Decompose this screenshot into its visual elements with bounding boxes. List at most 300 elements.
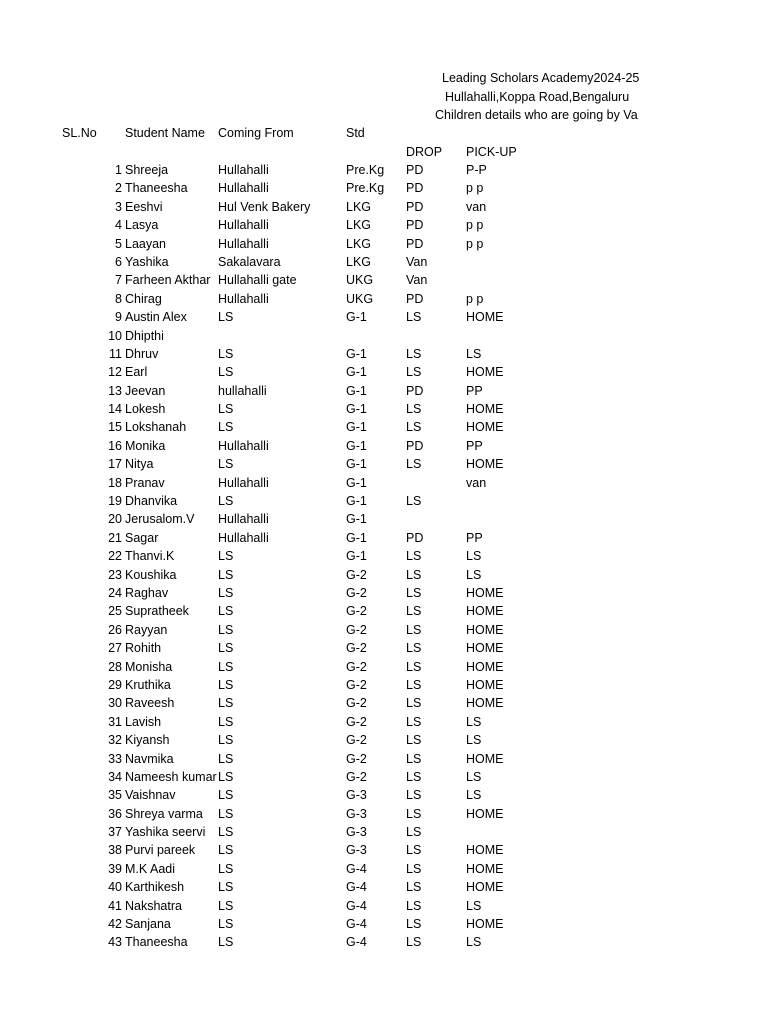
row-pickup: p p bbox=[466, 236, 484, 251]
row-coming-from: LS bbox=[218, 420, 234, 435]
column-header-sl-no: SL.No bbox=[62, 126, 97, 140]
row-sl-no: 22 bbox=[108, 549, 122, 564]
table-row bbox=[0, 676, 768, 694]
table-row bbox=[0, 510, 768, 528]
row-drop: PD bbox=[406, 163, 424, 177]
row-pickup: HOME bbox=[466, 917, 504, 932]
row-coming-from: LS bbox=[218, 402, 234, 417]
row-drop: LS bbox=[406, 420, 422, 435]
row-coming-from: LS bbox=[218, 806, 234, 821]
row-std: LKG bbox=[346, 236, 372, 251]
row-student-name: Thanvi.K bbox=[125, 549, 175, 564]
row-student-name: Lasya bbox=[125, 218, 159, 233]
row-pickup: HOME bbox=[466, 880, 504, 895]
row-coming-from: LS bbox=[218, 585, 234, 600]
row-std: LKG bbox=[346, 218, 372, 233]
row-drop: LS bbox=[406, 880, 422, 895]
row-pickup: LS bbox=[466, 898, 482, 913]
row-std: G-2 bbox=[346, 733, 367, 748]
row-coming-from: LS bbox=[218, 788, 234, 803]
row-student-name: Yashika seervi bbox=[125, 825, 206, 840]
table-row bbox=[0, 621, 768, 639]
table-row bbox=[0, 602, 768, 620]
row-pickup: LS bbox=[466, 346, 482, 361]
row-coming-from: hullahalli bbox=[218, 383, 267, 398]
row-pickup: HOME bbox=[466, 365, 504, 380]
row-coming-from: Sakalavara bbox=[218, 254, 281, 269]
row-sl-no: 37 bbox=[108, 825, 122, 840]
table-row bbox=[0, 694, 768, 712]
row-sl-no: 41 bbox=[108, 898, 122, 913]
row-student-name: Nakshatra bbox=[125, 898, 182, 913]
row-std: G-1 bbox=[346, 475, 367, 490]
row-sl-no: 6 bbox=[115, 254, 122, 269]
table-row bbox=[0, 271, 768, 289]
table-row bbox=[0, 345, 768, 363]
table-row bbox=[0, 786, 768, 804]
row-std: G-2 bbox=[346, 604, 367, 619]
row-pickup: LS bbox=[466, 769, 482, 784]
row-std: G-4 bbox=[346, 898, 367, 913]
row-pickup: van bbox=[466, 199, 487, 214]
row-std: G-2 bbox=[346, 751, 367, 766]
table-row bbox=[0, 713, 768, 731]
row-sl-no: 29 bbox=[108, 677, 122, 692]
row-sl-no: 33 bbox=[108, 751, 122, 766]
row-student-name: Austin Alex bbox=[125, 310, 187, 325]
row-coming-from: LS bbox=[218, 567, 234, 582]
row-coming-from: LS bbox=[218, 310, 234, 325]
row-drop: LS bbox=[406, 567, 422, 582]
table-row bbox=[0, 823, 768, 841]
row-sl-no: 24 bbox=[108, 585, 122, 600]
table-row bbox=[0, 455, 768, 473]
row-coming-from: LS bbox=[218, 622, 234, 637]
row-student-name: Laayan bbox=[125, 236, 167, 251]
row-sl-no: 31 bbox=[108, 714, 122, 729]
table-row bbox=[0, 308, 768, 326]
row-coming-from: LS bbox=[218, 641, 234, 656]
row-sl-no: 12 bbox=[108, 365, 122, 380]
row-student-name: Sanjana bbox=[125, 917, 171, 932]
row-pickup: HOME bbox=[466, 751, 504, 766]
row-student-name: Nameesh kumar bbox=[125, 769, 217, 784]
row-student-name: Raveesh bbox=[125, 696, 175, 711]
row-pickup: p p bbox=[466, 218, 484, 233]
row-drop: LS bbox=[406, 585, 422, 600]
row-sl-no: 43 bbox=[108, 935, 122, 950]
row-std: G-1 bbox=[346, 420, 367, 435]
row-std: G-2 bbox=[346, 567, 367, 582]
row-drop: PD bbox=[406, 181, 424, 196]
row-coming-from: LS bbox=[218, 843, 234, 858]
row-sl-no: 16 bbox=[108, 438, 122, 453]
row-std: G-3 bbox=[346, 825, 367, 840]
row-student-name: Kruthika bbox=[125, 677, 171, 692]
row-drop: PD bbox=[406, 236, 424, 251]
column-header-student-name: Student Name bbox=[125, 126, 205, 140]
row-student-name: Pranav bbox=[125, 475, 165, 490]
row-sl-no: 23 bbox=[108, 567, 122, 582]
row-std: G-2 bbox=[346, 641, 367, 656]
row-std: G-4 bbox=[346, 861, 367, 876]
row-drop: Van bbox=[406, 273, 428, 288]
table-row bbox=[0, 639, 768, 657]
row-drop: LS bbox=[406, 769, 422, 784]
row-pickup: HOME bbox=[466, 457, 504, 472]
row-sl-no: 39 bbox=[108, 861, 122, 876]
row-coming-from: LS bbox=[218, 733, 234, 748]
row-pickup: PP bbox=[466, 383, 483, 398]
row-student-name: Jeevan bbox=[125, 383, 166, 398]
row-std: G-1 bbox=[346, 365, 367, 380]
table-row bbox=[0, 437, 768, 455]
row-std: G-2 bbox=[346, 696, 367, 711]
row-coming-from: Hullahalli bbox=[218, 163, 269, 177]
row-drop: LS bbox=[406, 843, 422, 858]
row-student-name: Lokshanah bbox=[125, 420, 187, 435]
row-coming-from: LS bbox=[218, 549, 234, 564]
row-drop: PD bbox=[406, 199, 424, 214]
row-pickup: HOME bbox=[466, 843, 504, 858]
row-drop: LS bbox=[406, 861, 422, 876]
row-pickup: HOME bbox=[466, 310, 504, 325]
row-std: G-3 bbox=[346, 806, 367, 821]
row-student-name: Thaneesha bbox=[125, 935, 188, 950]
row-drop: PD bbox=[406, 291, 424, 306]
table-row bbox=[0, 933, 768, 951]
row-pickup: LS bbox=[466, 733, 482, 748]
row-std: UKG bbox=[346, 273, 374, 288]
row-sl-no: 38 bbox=[108, 843, 122, 858]
row-sl-no: 20 bbox=[108, 512, 122, 527]
sheet-subtitle: Children details who are going by Va bbox=[435, 108, 638, 122]
row-drop: LS bbox=[406, 677, 422, 692]
row-pickup: p p bbox=[466, 181, 484, 196]
row-drop: LS bbox=[406, 788, 422, 803]
row-std: G-1 bbox=[346, 549, 367, 564]
table-row bbox=[0, 566, 768, 584]
row-std: G-3 bbox=[346, 788, 367, 803]
row-student-name: Raghav bbox=[125, 585, 169, 600]
row-student-name: Nitya bbox=[125, 457, 154, 472]
row-sl-no: 30 bbox=[108, 696, 122, 711]
row-pickup: LS bbox=[466, 714, 482, 729]
row-student-name: Purvi pareek bbox=[125, 843, 196, 858]
row-coming-from: LS bbox=[218, 696, 234, 711]
row-drop: LS bbox=[406, 696, 422, 711]
row-drop: LS bbox=[406, 733, 422, 748]
row-student-name: Dhruv bbox=[125, 346, 159, 361]
row-coming-from: LS bbox=[218, 457, 234, 472]
row-std: LKG bbox=[346, 254, 372, 269]
row-pickup: HOME bbox=[466, 861, 504, 876]
row-coming-from: LS bbox=[218, 677, 234, 692]
column-header-coming-from: Coming From bbox=[218, 126, 294, 140]
row-sl-no: 35 bbox=[108, 788, 122, 803]
row-coming-from: LS bbox=[218, 825, 234, 840]
row-coming-from: LS bbox=[218, 935, 234, 950]
row-drop: PD bbox=[406, 530, 424, 545]
row-sl-no: 13 bbox=[108, 383, 122, 398]
row-pickup: LS bbox=[466, 935, 482, 950]
row-std: Pre.Kg bbox=[346, 181, 385, 196]
table-row bbox=[0, 161, 768, 179]
row-sl-no: 42 bbox=[108, 917, 122, 932]
row-pickup: HOME bbox=[466, 696, 504, 711]
row-drop: LS bbox=[406, 641, 422, 656]
row-sl-no: 25 bbox=[108, 604, 122, 619]
row-std: G-1 bbox=[346, 438, 367, 453]
row-sl-no: 28 bbox=[108, 659, 122, 674]
row-std: G-4 bbox=[346, 935, 367, 950]
row-drop: LS bbox=[406, 917, 422, 932]
row-drop: LS bbox=[406, 346, 422, 361]
table-row bbox=[0, 768, 768, 786]
row-drop: LS bbox=[406, 549, 422, 564]
row-student-name: Earl bbox=[125, 365, 148, 380]
row-drop: LS bbox=[406, 935, 422, 950]
table-row bbox=[0, 418, 768, 436]
row-student-name: Eeshvi bbox=[125, 199, 163, 214]
row-pickup: LS bbox=[466, 567, 482, 582]
row-drop: PD bbox=[406, 383, 424, 398]
row-student-name: Yashika bbox=[125, 254, 169, 269]
row-student-name: Supratheek bbox=[125, 604, 189, 619]
table-row bbox=[0, 492, 768, 510]
row-sl-no: 11 bbox=[109, 346, 122, 361]
school-address: Hullahalli,Koppa Road,Bengaluru bbox=[445, 90, 630, 104]
table-row bbox=[0, 529, 768, 547]
row-pickup: HOME bbox=[466, 659, 504, 674]
row-drop: LS bbox=[406, 365, 422, 380]
row-drop: Van bbox=[406, 254, 428, 269]
row-coming-from: LS bbox=[218, 751, 234, 766]
table-row bbox=[0, 584, 768, 602]
row-pickup: HOME bbox=[466, 402, 504, 417]
row-sl-no: 10 bbox=[108, 328, 122, 343]
row-student-name: Shreeja bbox=[125, 163, 169, 177]
row-sl-no: 17 bbox=[108, 457, 122, 472]
row-drop: LS bbox=[406, 494, 422, 509]
row-drop: LS bbox=[406, 310, 422, 325]
row-std: G-2 bbox=[346, 659, 367, 674]
row-student-name: Koushika bbox=[125, 567, 177, 582]
row-sl-no: 8 bbox=[115, 291, 122, 306]
row-sl-no: 19 bbox=[108, 494, 122, 509]
row-std: G-2 bbox=[346, 769, 367, 784]
row-coming-from: LS bbox=[218, 861, 234, 876]
row-std: G-1 bbox=[346, 494, 367, 509]
row-coming-from: Hullahalli bbox=[218, 475, 269, 490]
row-drop: LS bbox=[406, 751, 422, 766]
table-row bbox=[0, 860, 768, 878]
table-row bbox=[0, 897, 768, 915]
table-row bbox=[0, 474, 768, 492]
row-coming-from: Hullahalli bbox=[218, 512, 269, 527]
row-drop: PD bbox=[406, 438, 424, 453]
row-coming-from: Hullahalli bbox=[218, 530, 269, 545]
row-student-name: Lavish bbox=[125, 714, 162, 729]
row-pickup: p p bbox=[466, 291, 484, 306]
row-sl-no: 34 bbox=[108, 769, 122, 784]
row-sl-no: 3 bbox=[115, 199, 122, 214]
row-drop: LS bbox=[406, 457, 422, 472]
column-header-pickup: PICK-UP bbox=[466, 145, 517, 159]
row-pickup: HOME bbox=[466, 420, 504, 435]
row-coming-from: Hullahalli bbox=[218, 438, 269, 453]
row-std: G-4 bbox=[346, 880, 367, 895]
row-sl-no: 27 bbox=[108, 641, 122, 656]
row-drop: LS bbox=[406, 402, 422, 417]
row-pickup: LS bbox=[466, 549, 482, 564]
row-pickup: LS bbox=[466, 788, 482, 803]
row-sl-no: 7 bbox=[115, 273, 122, 288]
row-std: G-2 bbox=[346, 714, 367, 729]
table-row bbox=[0, 179, 768, 197]
row-drop: LS bbox=[406, 825, 422, 840]
row-pickup: van bbox=[466, 475, 487, 490]
row-pickup: HOME bbox=[466, 604, 504, 619]
table-row bbox=[0, 731, 768, 749]
row-pickup: HOME bbox=[466, 677, 504, 692]
row-coming-from: Hullahalli bbox=[218, 291, 269, 306]
row-student-name: Monisha bbox=[125, 659, 173, 674]
row-std: G-2 bbox=[346, 622, 367, 637]
row-coming-from: LS bbox=[218, 365, 234, 380]
row-sl-no: 9 bbox=[115, 310, 122, 325]
row-sl-no: 18 bbox=[108, 475, 122, 490]
row-sl-no: 5 bbox=[115, 236, 122, 251]
row-sl-no: 21 bbox=[108, 530, 122, 545]
row-coming-from: LS bbox=[218, 659, 234, 674]
row-std: G-2 bbox=[346, 677, 367, 692]
table-row bbox=[0, 658, 768, 676]
row-coming-from: LS bbox=[218, 494, 234, 509]
row-coming-from: Hul Venk Bakery bbox=[218, 199, 311, 214]
row-std: G-1 bbox=[346, 310, 367, 325]
table-row bbox=[0, 382, 768, 400]
row-coming-from: Hullahalli bbox=[218, 181, 269, 196]
row-coming-from: Hullahalli bbox=[218, 236, 269, 251]
row-drop: LS bbox=[406, 898, 422, 913]
row-std: G-1 bbox=[346, 457, 367, 472]
row-student-name: M.K Aadi bbox=[125, 861, 176, 876]
row-std: G-1 bbox=[346, 512, 367, 527]
row-sl-no: 36 bbox=[108, 806, 122, 821]
row-student-name: Rohith bbox=[125, 641, 162, 656]
row-sl-no: 4 bbox=[115, 218, 122, 233]
row-student-name: Sagar bbox=[125, 530, 159, 545]
row-coming-from: LS bbox=[218, 898, 234, 913]
row-pickup: P-P bbox=[466, 163, 487, 177]
row-std: G-4 bbox=[346, 917, 367, 932]
table-row bbox=[0, 400, 768, 418]
row-coming-from: LS bbox=[218, 714, 234, 729]
table-row bbox=[0, 750, 768, 768]
row-pickup: HOME bbox=[466, 641, 504, 656]
row-coming-from: LS bbox=[218, 604, 234, 619]
row-drop: LS bbox=[406, 714, 422, 729]
row-sl-no: 1 bbox=[115, 163, 122, 177]
row-std: G-2 bbox=[346, 585, 367, 600]
row-student-name: Rayyan bbox=[125, 622, 168, 637]
school-title: Leading Scholars Academy2024-25 bbox=[442, 71, 640, 85]
row-coming-from: LS bbox=[218, 917, 234, 932]
table-row bbox=[0, 253, 768, 271]
row-coming-from: LS bbox=[218, 769, 234, 784]
table-row bbox=[0, 216, 768, 234]
row-std: LKG bbox=[346, 199, 372, 214]
row-student-name: Jerusalom.V bbox=[125, 512, 195, 527]
row-std: G-3 bbox=[346, 843, 367, 858]
row-drop: LS bbox=[406, 806, 422, 821]
table-row bbox=[0, 290, 768, 308]
row-pickup: HOME bbox=[466, 585, 504, 600]
row-student-name: Shreya varma bbox=[125, 806, 203, 821]
table-row bbox=[0, 805, 768, 823]
table-row bbox=[0, 841, 768, 859]
row-coming-from: Hullahalli gate bbox=[218, 273, 297, 288]
row-drop: LS bbox=[406, 622, 422, 637]
table-row bbox=[0, 547, 768, 565]
row-pickup: HOME bbox=[466, 806, 504, 821]
row-student-name: Kiyansh bbox=[125, 733, 170, 748]
row-std: G-1 bbox=[346, 346, 367, 361]
row-std: G-1 bbox=[346, 402, 367, 417]
table-row bbox=[0, 327, 768, 345]
row-std: Pre.Kg bbox=[346, 163, 385, 177]
row-std: UKG bbox=[346, 291, 374, 306]
row-student-name: Navmika bbox=[125, 751, 174, 766]
row-student-name: Lokesh bbox=[125, 402, 166, 417]
row-sl-no: 15 bbox=[108, 420, 122, 435]
row-pickup: HOME bbox=[466, 622, 504, 637]
table-row bbox=[0, 915, 768, 933]
row-drop: PD bbox=[406, 218, 424, 233]
row-coming-from: Hullahalli bbox=[218, 218, 269, 233]
row-student-name: Vaishnav bbox=[125, 788, 176, 803]
row-student-name: Dhanvika bbox=[125, 494, 178, 509]
row-std: G-1 bbox=[346, 383, 367, 398]
table-row bbox=[0, 878, 768, 896]
row-student-name: Dhipthi bbox=[125, 328, 164, 343]
table-row bbox=[0, 198, 768, 216]
table-row bbox=[0, 363, 768, 381]
row-student-name: Farheen Akthar bbox=[125, 273, 211, 288]
row-sl-no: 40 bbox=[108, 880, 122, 895]
column-header-std: Std bbox=[346, 126, 365, 140]
row-drop: LS bbox=[406, 659, 422, 674]
row-pickup: PP bbox=[466, 530, 483, 545]
row-sl-no: 14 bbox=[108, 402, 122, 417]
row-student-name: Monika bbox=[125, 438, 166, 453]
student-table-body bbox=[0, 161, 768, 952]
row-student-name: Thaneesha bbox=[125, 181, 188, 196]
row-sl-no: 2 bbox=[115, 181, 122, 196]
row-coming-from: LS bbox=[218, 880, 234, 895]
row-student-name: Chirag bbox=[125, 291, 162, 306]
table-row bbox=[0, 235, 768, 253]
row-sl-no: 26 bbox=[108, 622, 122, 637]
row-std: G-1 bbox=[346, 530, 367, 545]
row-student-name: Karthikesh bbox=[125, 880, 185, 895]
row-drop: LS bbox=[406, 604, 422, 619]
row-pickup: PP bbox=[466, 438, 483, 453]
row-sl-no: 32 bbox=[108, 733, 122, 748]
row-coming-from: LS bbox=[218, 346, 234, 361]
column-header-drop: DROP bbox=[406, 145, 443, 159]
